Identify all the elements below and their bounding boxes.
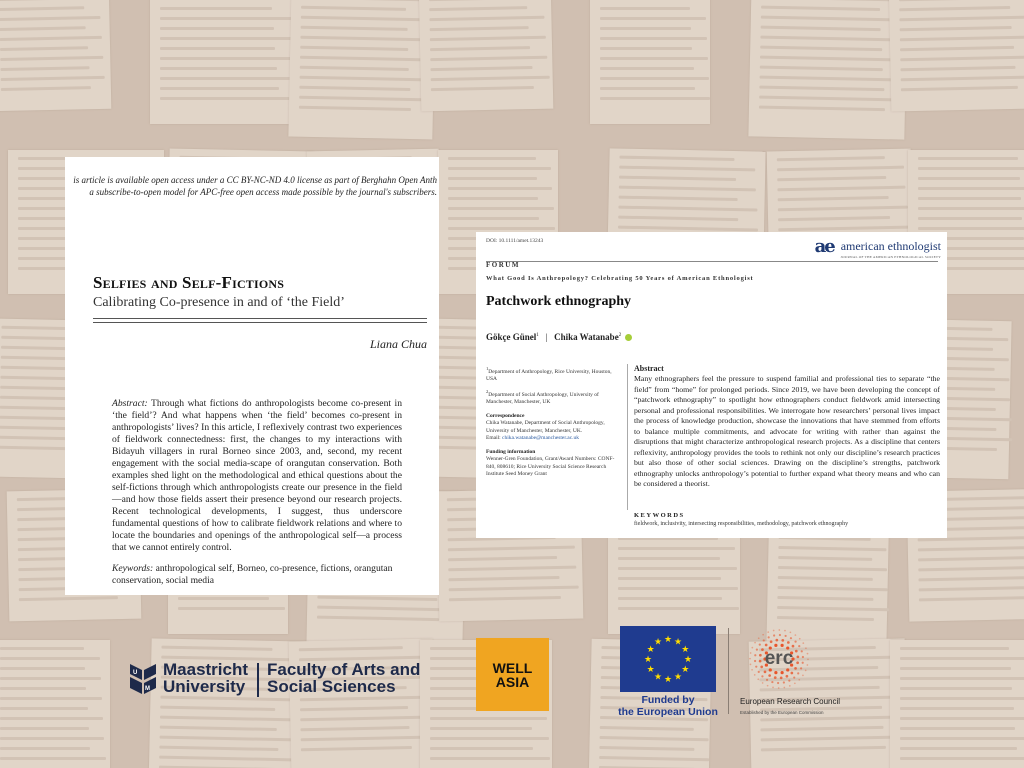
erc-dot [758,637,760,639]
erc-dot [768,674,771,677]
erc-dot [756,649,758,651]
eu-flag-icon [620,626,716,692]
erc-dot [802,642,804,644]
erc-dot [761,648,764,651]
article-selfies-self-fictions [65,157,439,595]
funding-label: Funding information [486,448,536,455]
article-sidebar [486,365,622,479]
erc-dot [755,666,757,668]
um-logo-icon [130,664,156,694]
svg-text:U: U [133,670,138,676]
journal-subtitle: JOURNAL OF THE AMERICAN ETHNOLOGICAL SOCIETY [840,255,941,259]
faculty-name: Faculty of Arts and Social Sciences [267,660,421,696]
erc-dot [774,644,777,647]
keywords-text: anthropological self, Borneo, co-presence, fictions, orangutan conservation, social media [112,563,393,586]
svg-text:M: M [145,686,150,692]
eu-star-icon: ★ [681,664,690,674]
erc-dot [794,667,797,670]
erc-dot [807,658,809,660]
erc-dot [777,682,779,684]
title-rule [93,318,427,319]
erc-dot [751,669,753,671]
erc-dot [794,682,796,684]
erc-dot [781,644,784,647]
erc-dot [798,645,800,647]
erc-dot [802,656,804,658]
article-author: Liana Chua [369,337,427,351]
erc-dot [772,687,774,689]
erc-dot [797,672,799,674]
erc-dot [754,660,756,662]
author-name: Gökçe Günel [486,332,537,342]
keywords-heading: KEYWORDS [634,512,685,519]
erc-dot [788,680,790,682]
eu-star-icon: ★ [643,654,653,664]
section-subtitle: What Good Is Anthropology? Celebrating 50 Years of American Ethnologist [486,275,754,282]
erc-dot [795,634,797,636]
section-label: FORUM [486,261,520,269]
column-divider [627,364,628,510]
affiliation: $^2$Department of Social Anthropology, University of Manchester, Manchester, UK [486,388,599,406]
erc-dot [807,653,809,655]
erc-dot [750,652,752,654]
correspondence-label: Correspondence [486,412,525,419]
erc-dot [763,639,765,641]
abstract-heading: Abstract [634,364,664,373]
erc-dot [758,671,760,673]
orcid-icon [625,334,632,341]
erc-dot [749,658,751,660]
erc-dot [784,630,786,632]
abstract-text: Many ethnographers feel the pressure to suspend familial and professional ties to separate “the field” from “home” for prolonged periods. Since 2019, we have been developing the concept of “patchwork ethnography” to spotlight how ethnographers conduct fieldwork amid intersecting personal and professional responsibilities. We interrogate how researchers’ personal lives impact the process of knowledge production, showcase the innovations that have stemmed from efforts to balance multiple commitments, and advocate for writing with rather than against the disruptions that might characterize anthropological research projects. As a discipline that centers reflexivity, anthropology provides the tools to rethink not only our discipline’s research practices but also those of other social sciences. Drawing on the discipline’s strengths, patchwork ethnography unlocks anthropology’s potential to further expand what theory means and who can be considered a theorist. [634,374,940,488]
erc-dot [805,647,807,649]
erc-dot [766,679,768,681]
erc-dot [793,676,795,678]
eu-star-icon: ★ [683,654,693,664]
article-title: Patchwork ethnography [486,294,632,309]
license-note: is article is available open access under a CC BY-NC-ND 4.0 license as part of Berghahn Open Anth a subscribe-to-open model for APC-free open access made possible by the journal's subscribers. [73,175,437,197]
erc-dot [790,637,792,639]
erc-dot [781,671,784,674]
erc-dot [786,675,789,678]
article-patchwork-ethnography [476,232,947,538]
erc-dot [779,634,781,636]
erc-dot [794,641,796,643]
logo-divider [728,628,729,714]
erc-dot [754,674,756,676]
funding-text: Wenner-Gren Foundation, Grant/Award Numbers: CONF-840, 808610; Rice University Social Science Research Institute Seed Money Grant [486,456,615,478]
article-subtitle: Calibrating Co-presence in and of ‘the Field’ [93,295,345,310]
eu-star-icon: ★ [673,636,683,647]
erc-dot [795,650,798,653]
article-keywords [112,563,402,587]
keywords-label: Keywords: [112,563,154,574]
erc-dot [760,666,763,669]
article-title: Selfies and Self-Fictions [93,273,285,292]
erc-dot [765,644,768,647]
american-ethnologist-logo [815,236,941,259]
erc-dot [774,671,777,674]
erc-dot [770,640,773,643]
eu-star-icon: ★ [663,634,673,644]
erc-name: European Research Council [740,697,841,706]
erc-logo-icon [748,628,810,690]
eu-star-icon: ★ [681,644,690,654]
erc-dot [767,631,769,633]
erc-dot [754,654,756,656]
erc-dot [800,667,802,669]
eu-star-icon: ★ [646,664,655,674]
erc-dot [796,661,799,664]
abstract-label: Abstract: [112,398,148,409]
erc-dot [757,678,759,680]
erc-dot [761,675,763,677]
erc-dot [767,685,769,687]
erc-dot [778,629,780,631]
title-rule [93,322,427,323]
erc-dot [783,681,785,683]
erc-dot [787,641,790,644]
erc-dot [802,675,804,677]
erc-dot [759,644,761,646]
affiliation: $^1$Department of Anthropology, Rice University, Houston, USA [486,366,612,383]
erc-dot [805,670,807,672]
erc-dot [762,634,764,636]
erc-dot [802,662,804,664]
erc-dot [801,650,803,652]
article-abstract [112,398,402,554]
erc-dot [759,654,762,657]
article-authors: Gökçe Günel$^1$ | Chika Watanabe$^2$ [486,332,632,342]
erc-dot [768,636,770,638]
eu-star-icon: ★ [653,636,663,647]
abstract-text: Through what fictions do anthropologists become co-present in ‘the field’? And what happens when ‘the field’ becomes co-present in anthropologists’ lives? In this article, I reflexively contrast two experiences of fieldwork connectedness: first, the changes to my interactions with Bidayuh villagers in rural Borneo since 2003, and, second, my recent engagement with the social media-scape of orangutan conservation. Both examples shed light on the methodological and ethical questions about the self-fictions through which anthropologists create our presence in the field—and how those fields assert their presence beyond our research projects. Recent technological developments, I suggest, thus underscore fundamental questions of how to calibrate fieldwork relations and where to locate the boundaries and openings of the anthropological self—a process that we cannot entirely control. [112,398,402,553]
erc-dot [759,660,762,663]
correspondence-text: Chika Watanabe, Department of Social Anthropology, University of Manchester, Manchester, UK. [486,420,605,434]
erc-dot [773,630,775,632]
erc-dot [780,677,783,680]
erc-dot [771,681,773,683]
erc-dot [751,647,753,649]
erc-dot [754,642,756,644]
erc-dot [781,639,784,642]
email-line: Email: chika.watanabe@manchester.ac.uk [486,435,580,442]
erc-dot [783,687,785,689]
erc-dot [778,687,780,689]
erc-dot [799,638,801,640]
eu-star-icon: ★ [646,644,655,654]
email-link[interactable]: chika.watanabe@manchester.ac.uk [502,435,580,442]
erc-dot [798,679,800,681]
erc-dot [807,664,809,666]
eu-star-icon: ★ [663,674,673,684]
header-rule [486,261,938,262]
erc-dot [790,631,792,633]
eu-funding-text: Funded by the European Union [618,694,718,718]
erc-dot [762,682,764,684]
erc-dot [797,655,800,658]
ae-mark-icon: ae [814,236,834,257]
well-asia-logo: WELL ASIA [476,638,549,711]
erc-dot [785,635,787,637]
erc-subtitle: Established by the European Commission [740,710,824,715]
keywords-text: fieldwork, inclusivity, intersecting responsibilities, methodology, patchwork ethnography [634,521,849,527]
author-separator: | [545,332,548,342]
doi: DOI: 10.1111/amet.13243 [486,238,544,244]
erc-dot [750,663,752,665]
erc-dot [773,634,775,636]
erc-dot [764,670,767,673]
university-name: Maastricht University [163,660,249,696]
eu-star-icon: ★ [673,671,683,682]
erc-dot [789,685,791,687]
logo-divider [257,663,259,697]
erc-mark-text: erc [764,648,794,669]
erc-dot [790,672,793,675]
author-name: Chika Watanabe [554,332,619,342]
erc-dot [774,676,777,679]
eu-star-icon: ★ [653,671,663,682]
erc-dot [775,639,778,642]
journal-name: american ethnologist [840,239,941,253]
